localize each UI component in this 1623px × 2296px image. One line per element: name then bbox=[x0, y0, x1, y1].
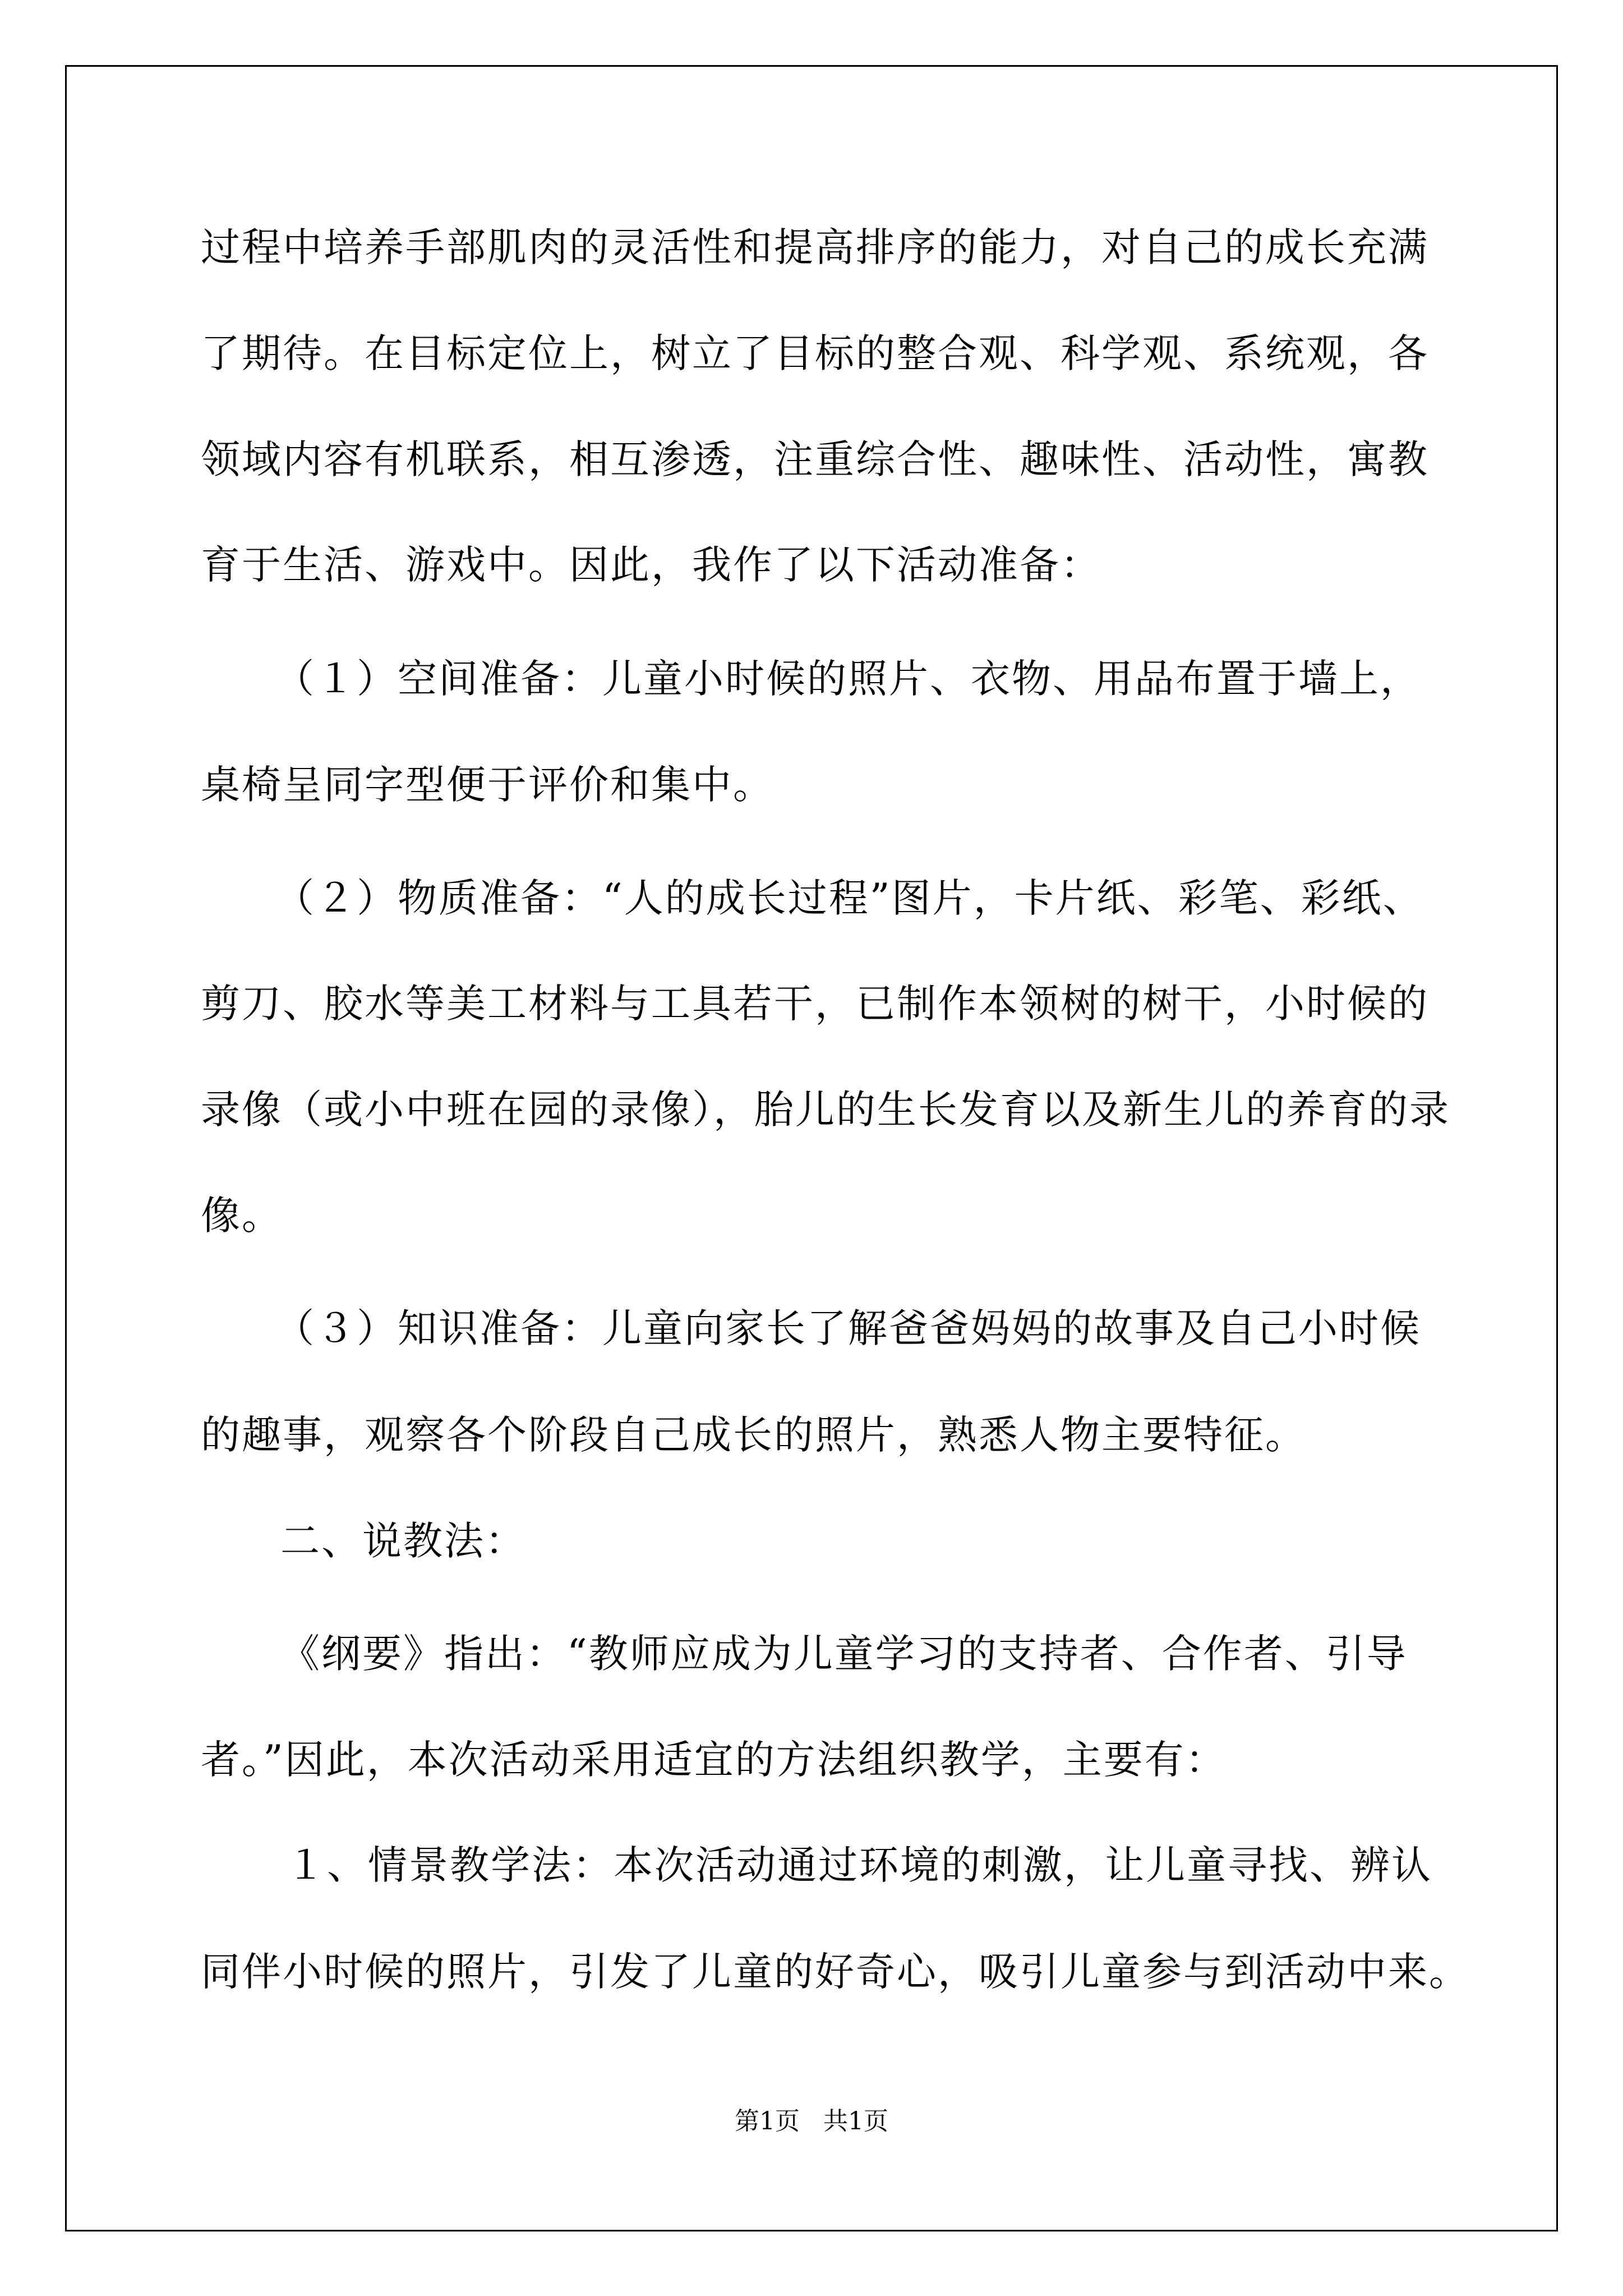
text-line-9: 录像（或小中班在园的录像），胎儿的生长发育以及新生儿的养育的录 bbox=[201, 1087, 1450, 1133]
text-line-11: （３）知识准备：儿童向家长了解爸爸妈妈的故事及自己小时候 bbox=[275, 1305, 1421, 1351]
text-line-14: 《纲要》指出：“教师应成为儿童学习的支持者、合作者、引导 bbox=[280, 1631, 1408, 1677]
text-line-1: 过程中培养手部肌肉的灵活性和提高排序的能力，对自己的成长充满 bbox=[201, 224, 1429, 270]
text-line-5: （１）空间准备：儿童小时候的照片、衣物、用品布置于墙上， bbox=[275, 656, 1421, 702]
text-line-2: 了期待。在目标定位上，树立了目标的整合观、科学观、系统观，各 bbox=[201, 330, 1429, 376]
text-line-3: 领域内容有机联系，相互渗透，注重综合性、趣味性、活动性，寓教 bbox=[201, 436, 1429, 482]
page-border bbox=[65, 65, 1558, 2231]
text-line-6: 桌椅呈同字型便于评价和集中。 bbox=[201, 762, 774, 808]
text-line-12: 的趣事，观察各个阶段自己成长的照片，熟悉人物主要特征。 bbox=[201, 1412, 1306, 1458]
text-line-15: 者。”因此，本次活动采用适宜的方法组织教学，主要有： bbox=[201, 1737, 1227, 1783]
text-line-16: １、情景教学法：本次活动通过环境的刺激，让儿童寻找、辨认 bbox=[286, 1842, 1432, 1888]
text-line-8: 剪刀、胶水等美工材料与工具若干，已制作本领树的树干，小时候的 bbox=[201, 981, 1429, 1027]
text-line-17: 同伴小时候的照片，引发了儿童的好奇心，吸引儿童参与到活动中来。 bbox=[201, 1949, 1470, 1995]
text-line-7: （２）物质准备：“人的成长过程”图片，卡片纸、彩笔、彩纸、 bbox=[275, 875, 1424, 921]
page-number-footer: 第1页 共1页 bbox=[735, 2107, 888, 2136]
section-heading: 二、说教法： bbox=[280, 1518, 526, 1564]
text-line-10: 像。 bbox=[201, 1193, 283, 1239]
text-line-4: 育于生活、游戏中。因此，我作了以下活动准备： bbox=[201, 542, 1101, 588]
